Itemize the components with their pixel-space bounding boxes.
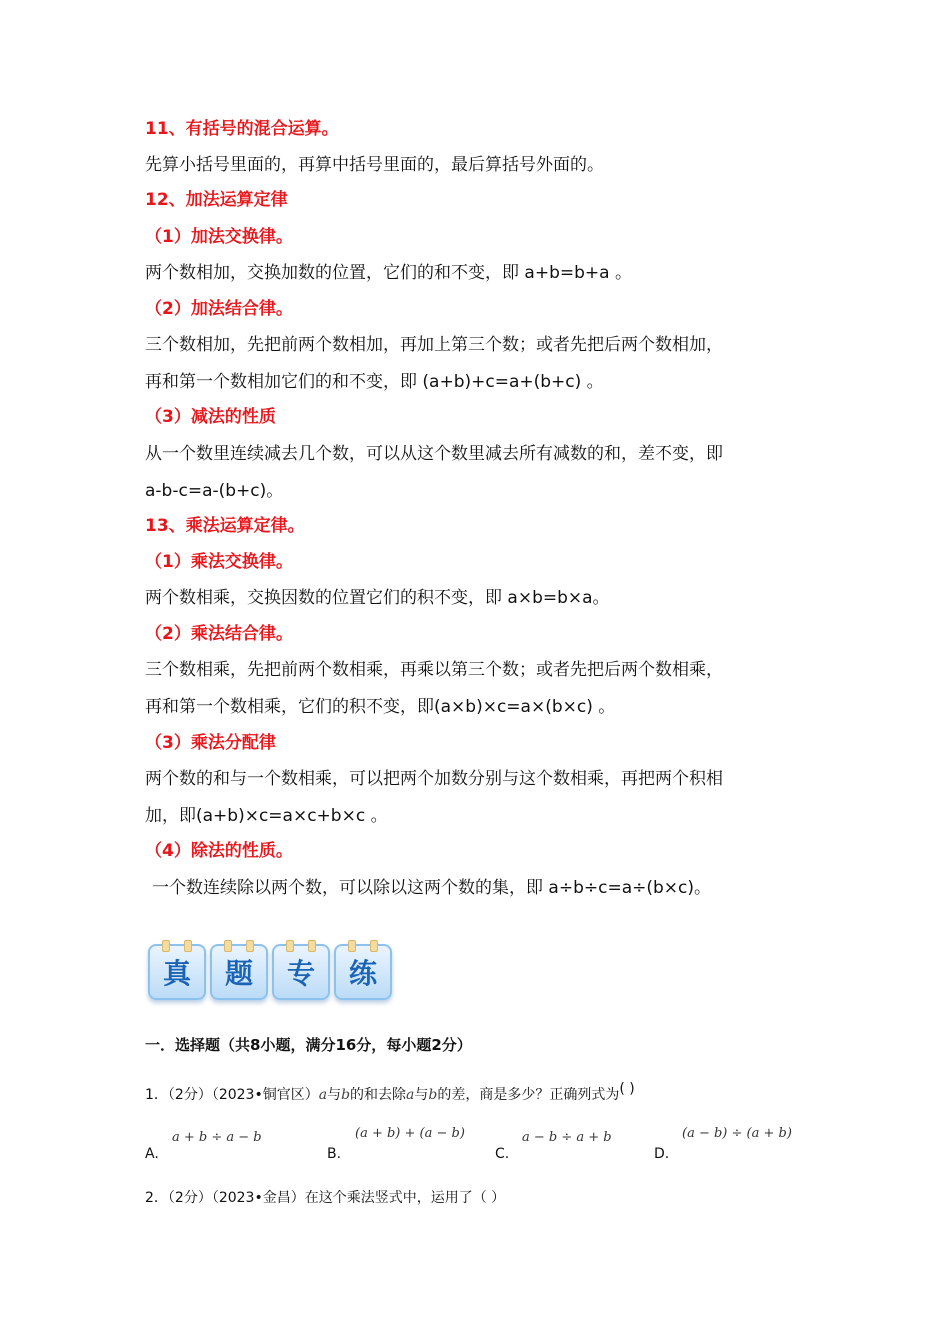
option-d-label[interactable]: D. (654, 1146, 670, 1162)
section-13-1-text: 两个数相乘，交换因数的位置它们的积不变，即 a×b=b×a。 (145, 588, 610, 608)
section-12-1-title: （1）加法交换律。 (145, 227, 293, 247)
banner-tile (210, 944, 268, 1000)
option-d-expr: (a − b) ÷ (a + b) (682, 1126, 792, 1141)
quiz-heading: 一．选择题（共8小题，满分16分，每小题2分） (145, 1036, 472, 1054)
banner-char: 练 (348, 957, 377, 990)
section-12-2-text-1: 三个数相加，先把前两个数相加，再加上第三个数；或者先把后两个数相加， (145, 335, 723, 355)
option-b-expr: (a + b) + (a − b) (355, 1126, 465, 1141)
section-13-3-text-2: 加，即(a+b)×c=a×c+b×c 。 (145, 806, 388, 826)
option-a-expr: a + b ÷ a − b (172, 1130, 262, 1145)
answer-paren: ( ) (619, 1081, 635, 1097)
banner-tile (272, 944, 330, 1000)
section-12-3-title: （3）减法的性质 (145, 407, 276, 427)
section-12-3-text-1: 从一个数里连续减去几个数，可以从这个数里减去所有减数的和，差不变，即 (145, 444, 723, 464)
section-11-text: 先算小括号里面的，再算中括号里面的，最后算括号外面的。 (145, 155, 604, 175)
banner-char: 题 (224, 957, 253, 990)
option-b-label[interactable]: B. (327, 1146, 342, 1162)
section-12-3-text-2: a-b-c=a-(b+c)。 (145, 481, 284, 501)
question-1-text: 与 (414, 1087, 429, 1103)
section-12-title: 12、加法运算定律 (145, 190, 288, 210)
question-1 (145, 1081, 635, 1104)
banner-char: 真 (162, 957, 191, 990)
section-13-title: 13、乘法运算定律。 (145, 516, 305, 536)
section-12-2-text-2: 再和第一个数相加它们的和不变，即 (a+b)+c=a+(b+c) 。 (145, 372, 604, 392)
section-13-3-text-1: 两个数的和与一个数相乘，可以把两个加数分别与这个数相乘，再把两个积相 (145, 769, 723, 789)
question-2: 2．（2分）（2023•金昌）在这个乘法竖式中，运用了（ ） (145, 1190, 506, 1206)
section-12-2-title: （2）加法结合律。 (145, 299, 293, 319)
question-1-text: 与 (327, 1087, 342, 1103)
section-13-2-text-2: 再和第一个数相乘，它们的积不变，即(a×b)×c=a×(b×c) 。 (145, 697, 616, 717)
banner-tile (148, 944, 206, 1000)
practice-banner (148, 944, 392, 1000)
section-13-2-title: （2）乘法结合律。 (145, 624, 293, 644)
question-1-prefix: 1．（2分）（2023•铜官区） (145, 1087, 319, 1103)
var-b: b (341, 1087, 351, 1103)
banner-tile (334, 944, 392, 1000)
option-a-label[interactable]: A. (145, 1146, 159, 1162)
question-1-text: 的和去除 (350, 1087, 407, 1103)
var-a: a (406, 1087, 415, 1103)
section-13-1-title: （1）乘法交换律。 (145, 552, 293, 572)
option-c-expr: a − b ÷ a + b (522, 1130, 612, 1145)
section-13-2-text-1: 三个数相乘，先把前两个数相乘，再乘以第三个数；或者先把后两个数相乘， (145, 660, 723, 680)
var-b: b (428, 1087, 438, 1103)
section-13-3-title: （3）乘法分配律 (145, 733, 276, 753)
banner-char: 专 (286, 957, 315, 990)
question-1-text: 的差，商是多少？正确列式为 (437, 1087, 620, 1103)
var-a: a (318, 1087, 328, 1103)
section-13-4-title: （4）除法的性质。 (145, 841, 293, 861)
section-13-4-text: 一个数连续除以两个数，可以除以这两个数的集，即 a÷b÷c=a÷(b×c)。 (152, 878, 711, 898)
section-12-1-text: 两个数相加，交换加数的位置，它们的和不变，即 a+b=b+a 。 (145, 263, 632, 283)
option-c-label[interactable]: C. (495, 1146, 510, 1162)
section-11-title: 11、有括号的混合运算。 (145, 119, 339, 139)
